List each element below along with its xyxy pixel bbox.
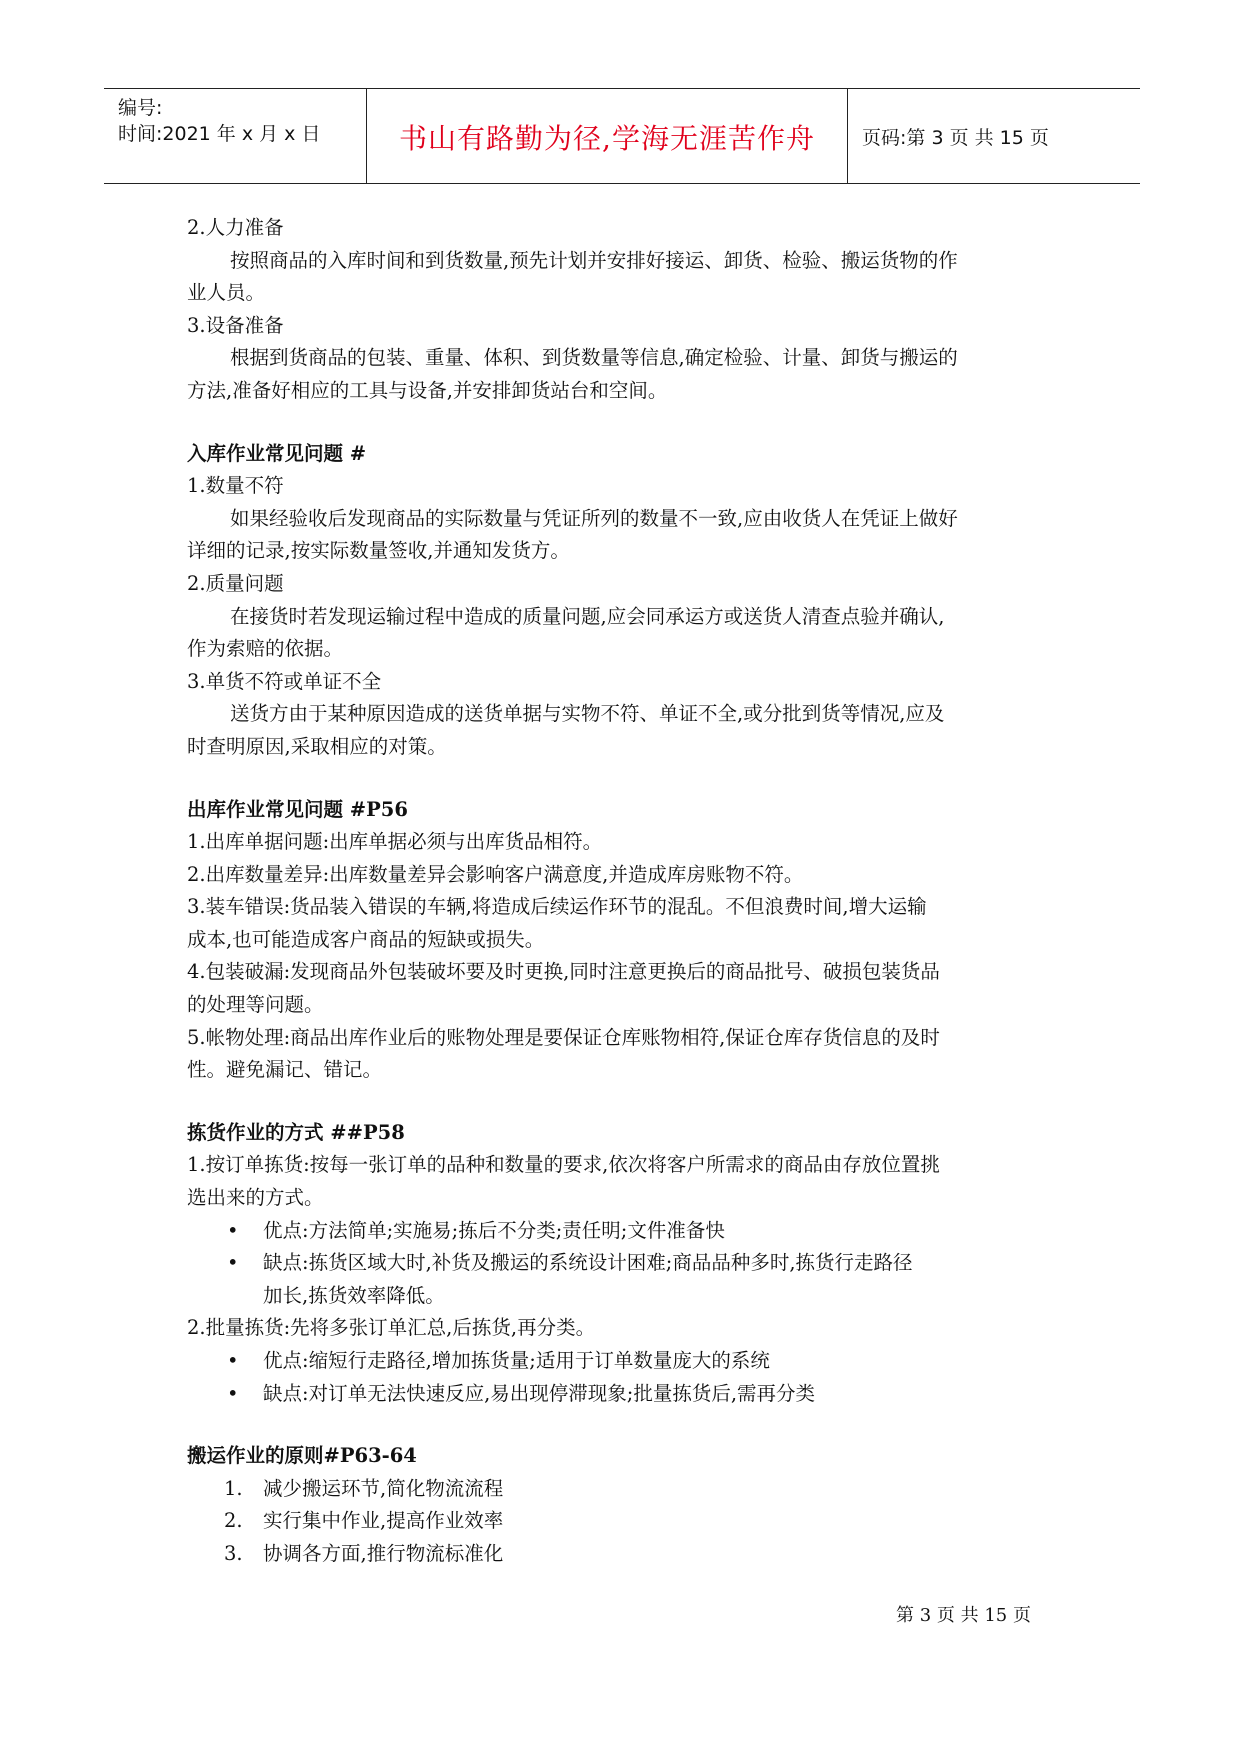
paragraph-line: 送货方由于某种原因造成的送货单据与实物不符、单证不全,或分批到货等情况,应及 <box>230 702 945 726</box>
item-number: 2. <box>224 1509 243 1533</box>
paragraph-line: 方法,准备好相应的工具与设备,并安排卸货站台和空间。 <box>187 378 668 402</box>
bullet-item <box>187 1378 1067 1411</box>
paragraph-line: 作为索赔的依据。 <box>187 637 344 661</box>
bullet-item <box>187 1345 1067 1378</box>
paragraph-line: 2.批量拣货:先将多张订单汇总,后拣货,再分类。 <box>187 1316 596 1340</box>
header-meta-cell <box>104 89 367 183</box>
item-number: 1. <box>224 1476 243 1500</box>
paragraph-line: 1.出库单据问题:出库单据必须与出库货品相符。 <box>187 830 603 854</box>
item-text: 实行集中作业,提高作业效率 <box>263 1509 504 1533</box>
bullet-icon: • <box>227 1349 239 1372</box>
bullet-text: 缺点:拣货区域大时,补货及搬运的系统设计困难;商品品种多时,拣货行走路径 <box>263 1251 913 1275</box>
item-title: 1.数量不符 <box>187 474 284 498</box>
item-title: 3.单货不符或单证不全 <box>187 669 382 693</box>
doc-time-label: 时间:2021 年 x 月 x 日 <box>118 123 321 145</box>
section-heading: 搬运作业的原则#P63-64 <box>187 1444 417 1468</box>
bullet-text: 优点:缩短行走路径,增加拣货量;适用于订单数量庞大的系统 <box>263 1349 770 1372</box>
paragraph-line: 根据到货商品的包装、重量、体积、到货数量等信息,确定检验、计量、卸货与搬运的 <box>230 346 958 370</box>
paragraph-line: 按照商品的入库时间和到货数量,预先计划并安排好接运、卸货、检验、搬运货物的作 <box>230 248 958 272</box>
paragraph-line: 成本,也可能造成客户商品的短缺或损失。 <box>187 927 545 951</box>
paragraph-line: 选出来的方式。 <box>187 1186 324 1210</box>
numbered-item <box>187 1473 1067 1506</box>
doc-number-label: 编号: <box>118 97 163 119</box>
item-title: 3.设备准备 <box>187 313 284 337</box>
paragraph-line: 如果经验收后发现商品的实际数量与凭证所列的数量不一致,应由收货人在凭证上做好 <box>230 506 958 530</box>
bullet-text: 加长,拣货效率降低。 <box>263 1283 445 1307</box>
numbered-item <box>187 1505 1067 1538</box>
paragraph-line: 业人员。 <box>187 281 266 305</box>
paragraph-line: 在接货时若发现运输过程中造成的质量问题,应会同承运方或送货人清查点验并确认, <box>230 604 945 628</box>
paragraph-line: 5.帐物处理:商品出库作业后的账物处理是要保证仓库账物相符,保证仓库存货信息的及时 <box>187 1025 940 1049</box>
bullet-icon: • <box>227 1381 239 1405</box>
paragraph-line: 详细的记录,按实际数量签收,并通知发货方。 <box>187 539 570 563</box>
paragraph-line: 3.装车错误:货品装入错误的车辆,将造成后续运作环节的混乱。不但浪费时间,增大运输 <box>187 895 927 919</box>
paragraph-line: 时查明原因,采取相应的对策。 <box>187 734 447 758</box>
item-number: 3. <box>224 1541 243 1565</box>
bullet-icon: • <box>227 1218 239 1242</box>
section-heading: 出库作业常见问题 #P56 <box>187 797 408 821</box>
section-heading: 入库作业常见问题 # <box>187 441 367 465</box>
paragraph-line: 性。避免漏记、错记。 <box>187 1058 383 1082</box>
paragraph-line: 1.按订单拣货:按每一张订单的品种和数量的要求,依次将客户所需求的商品由存放位置挑 <box>187 1153 940 1177</box>
bullet-item <box>187 1215 1067 1248</box>
page-footer: 第 3 页 共 15 页 <box>896 1605 1031 1626</box>
section-heading: 拣货作业的方式 ##P58 <box>187 1120 405 1144</box>
bullet-text: 优点:方法简单;实施易;拣后不分类;责任明;文件准备快 <box>263 1218 725 1242</box>
paragraph-line: 2.出库数量差异:出库数量差异会影响客户满意度,并造成库房账物不符。 <box>187 862 804 886</box>
header-page-cell <box>848 89 1140 183</box>
item-title: 2.人力准备 <box>187 216 284 239</box>
header-motto-cell <box>367 89 848 183</box>
page-header <box>104 88 1140 184</box>
paragraph-line: 的处理等问题。 <box>187 993 324 1017</box>
item-text: 减少搬运环节,简化物流流程 <box>263 1476 504 1500</box>
item-title: 2.质量问题 <box>187 571 284 595</box>
document-body <box>187 212 1067 1571</box>
bullet-item <box>187 1247 1067 1312</box>
paragraph-line: 4.包装破漏:发现商品外包装破坏要及时更换,同时注意更换后的商品批号、破损包装货品 <box>187 960 940 984</box>
header-motto: 书山有路勤为径,学海无涯苦作舟 <box>399 122 815 155</box>
bullet-text: 缺点:对订单无法快速反应,易出现停滞现象;批量拣货后,需再分类 <box>263 1381 816 1405</box>
bullet-icon: • <box>227 1251 239 1275</box>
header-page-number: 页码:第 3 页 共 15 页 <box>862 127 1049 149</box>
numbered-item <box>187 1538 1067 1571</box>
item-text: 协调各方面,推行物流标准化 <box>263 1541 504 1565</box>
